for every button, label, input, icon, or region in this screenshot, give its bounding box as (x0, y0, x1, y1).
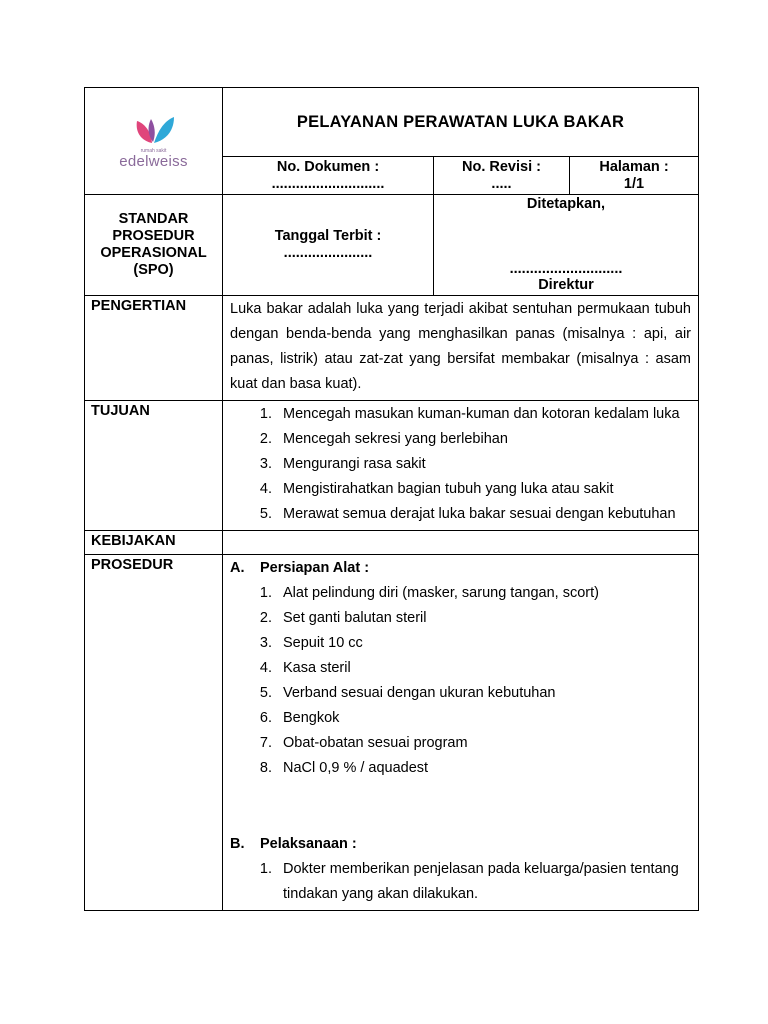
list-item: 8. NaCl 0,9 % / aquadest (276, 756, 691, 781)
spo-table (84, 87, 699, 911)
section-a-heading (230, 556, 691, 581)
no-dokumen-cell (223, 157, 434, 195)
signature-line: ............................ (509, 261, 623, 277)
tanggal-terbit-value: ...................... (283, 245, 373, 261)
prosedur-label: PROSEDUR (85, 555, 223, 911)
section-b-letter: B. (230, 836, 245, 852)
list-item: 1. Mencegah masukan kuman-kuman dan kotoran kedalam luka (276, 402, 691, 427)
list-item: 1. Dokter memberikan penjelasan pada keluarga/pasien tentang tindakan yang akan dilakukan. (276, 857, 691, 907)
no-dokumen-value: ............................ (271, 176, 385, 192)
no-revisi-value: ..... (491, 176, 512, 192)
no-dokumen-label: No. Dokumen : (276, 159, 380, 175)
tujuan-list (230, 402, 691, 527)
tujuan-content (223, 401, 699, 531)
list-item: 2. Mencegah sekresi yang berlebihan (276, 427, 691, 452)
list-item: 4. Mengistirahatkan bagian tubuh yang luka atau sakit (276, 477, 691, 502)
halaman-label: Halaman : (599, 159, 669, 175)
list-item: 1. Alat pelindung diri (masker, sarung tangan, scort) (276, 581, 691, 606)
hospital-logo (85, 113, 222, 170)
section-a-letter: A. (230, 560, 245, 576)
list-item: 7. Obat-obatan sesuai program (276, 731, 691, 756)
kebijakan-content (223, 531, 699, 555)
ditetapkan-label: Ditetapkan, (526, 196, 606, 212)
logo-cell (85, 88, 223, 195)
pengertian-text: Luka bakar adalah luka yang terjadi akibat sentuhan permukaan tubuh dengan benda-benda yang menghasilkan panas (misalnya : api, air panas, listrik) atau zat-zat yang bersifat membakar (misalnya : asam kuat dan basa kuat). (223, 296, 699, 401)
logo-tagline: rumah sakit (140, 147, 167, 154)
halaman-value: 1/1 (623, 176, 645, 192)
tujuan-label: TUJUAN (85, 401, 223, 531)
spo-line: STANDAR (118, 211, 189, 227)
list-item: 3. Sepuit 10 cc (276, 631, 691, 656)
section-a-title: Persiapan Alat : (260, 560, 370, 576)
no-revisi-label: No. Revisi : (462, 159, 541, 175)
list-item: 3. Mengurangi rasa sakit (276, 452, 691, 477)
prosedur-content (223, 555, 699, 911)
spo-line: OPERASIONAL (100, 245, 207, 261)
list-item: 4. Kasa steril (276, 656, 691, 681)
tanggal-terbit-cell (223, 195, 434, 296)
ditetapkan-cell (434, 195, 699, 296)
pelaksanaan-list (230, 857, 691, 907)
halaman-cell (570, 157, 699, 195)
persiapan-alat-list (230, 581, 691, 781)
list-item: 2. Set ganti balutan steril (276, 606, 691, 631)
section-b-title: Pelaksanaan : (260, 836, 357, 852)
edelweiss-flower-icon (132, 113, 176, 147)
spo-cell (85, 195, 223, 296)
no-revisi-cell (434, 157, 570, 195)
kebijakan-label: KEBIJAKAN (85, 531, 223, 555)
section-b-heading (230, 832, 691, 857)
direktur-label: Direktur (538, 277, 594, 293)
pengertian-label: PENGERTIAN (85, 296, 223, 401)
spo-line: PROSEDUR (112, 228, 195, 244)
list-item: 5. Merawat semua derajat luka bakar sesuai dengan kebutuhan (276, 502, 691, 527)
list-item: 5. Verband sesuai dengan ukuran kebutuhan (276, 681, 691, 706)
document-title: PELAYANAN PERAWATAN LUKA BAKAR (223, 88, 699, 157)
tanggal-terbit-label: Tanggal Terbit : (274, 228, 382, 244)
spo-line: (SPO) (133, 262, 174, 278)
list-item: 6. Bengkok (276, 706, 691, 731)
logo-wordmark: edelweiss (119, 152, 188, 170)
